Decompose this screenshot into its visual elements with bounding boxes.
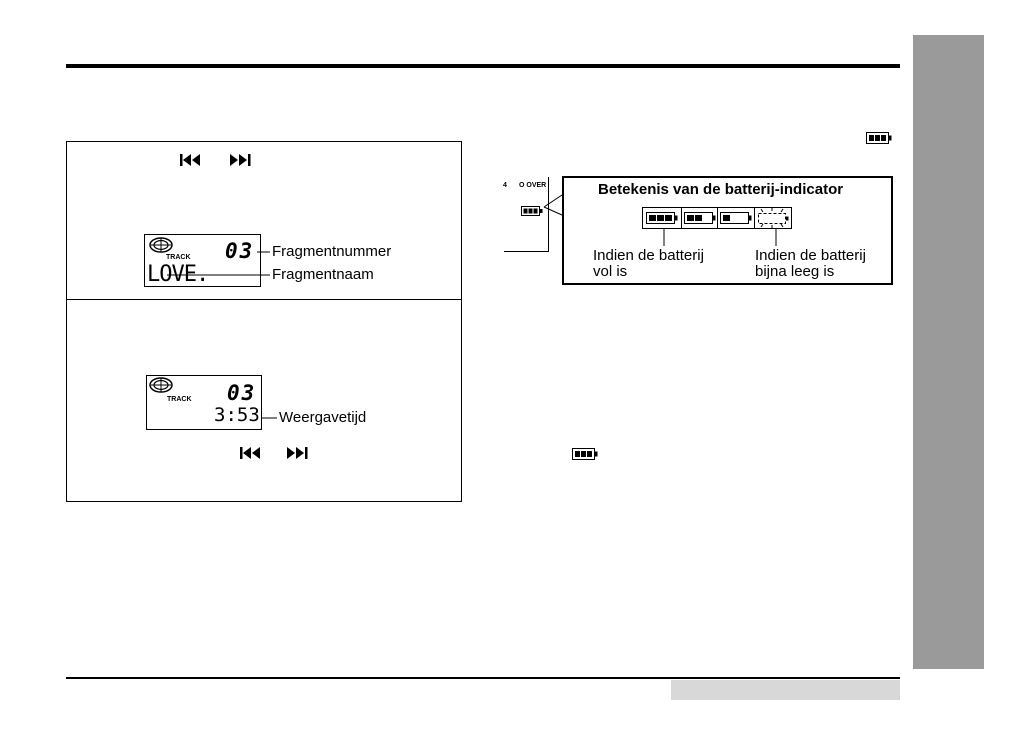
- caption-full-line2: vol is: [593, 263, 628, 280]
- callout-playback-time: Weergavetijd: [279, 409, 367, 426]
- display-fragment-digit: 4: [503, 182, 507, 189]
- battery-indicator-title: Betekenis van de batterij-indicator: [598, 181, 844, 198]
- track-number: 03: [227, 381, 257, 405]
- callout-fragment-number: Fragmentnummer: [272, 243, 392, 260]
- track-label: TRACK: [166, 254, 191, 261]
- battery-levels-strip: [642, 207, 794, 229]
- caption-empty-line1: Indien de batterij: [755, 247, 866, 264]
- battery-level-3-icon: [642, 207, 682, 229]
- battery-level-2-icon: [681, 207, 718, 229]
- playback-time: 3:53: [214, 404, 260, 426]
- display-fragment-over-label: O OVER: [519, 182, 547, 189]
- battery-empty-blinking-icon: [754, 207, 792, 229]
- track-title: LOVE.: [147, 262, 209, 287]
- caption-empty-line2: bijna leeg is: [755, 263, 835, 280]
- callout-fragment-name: Fragmentnaam: [272, 266, 374, 283]
- battery-level-1-icon: [717, 207, 755, 229]
- track-label: TRACK: [167, 396, 192, 403]
- battery-full-icon: [572, 447, 598, 465]
- track-number: 03: [225, 239, 255, 263]
- caption-full-line1: Indien de batterij: [593, 247, 704, 264]
